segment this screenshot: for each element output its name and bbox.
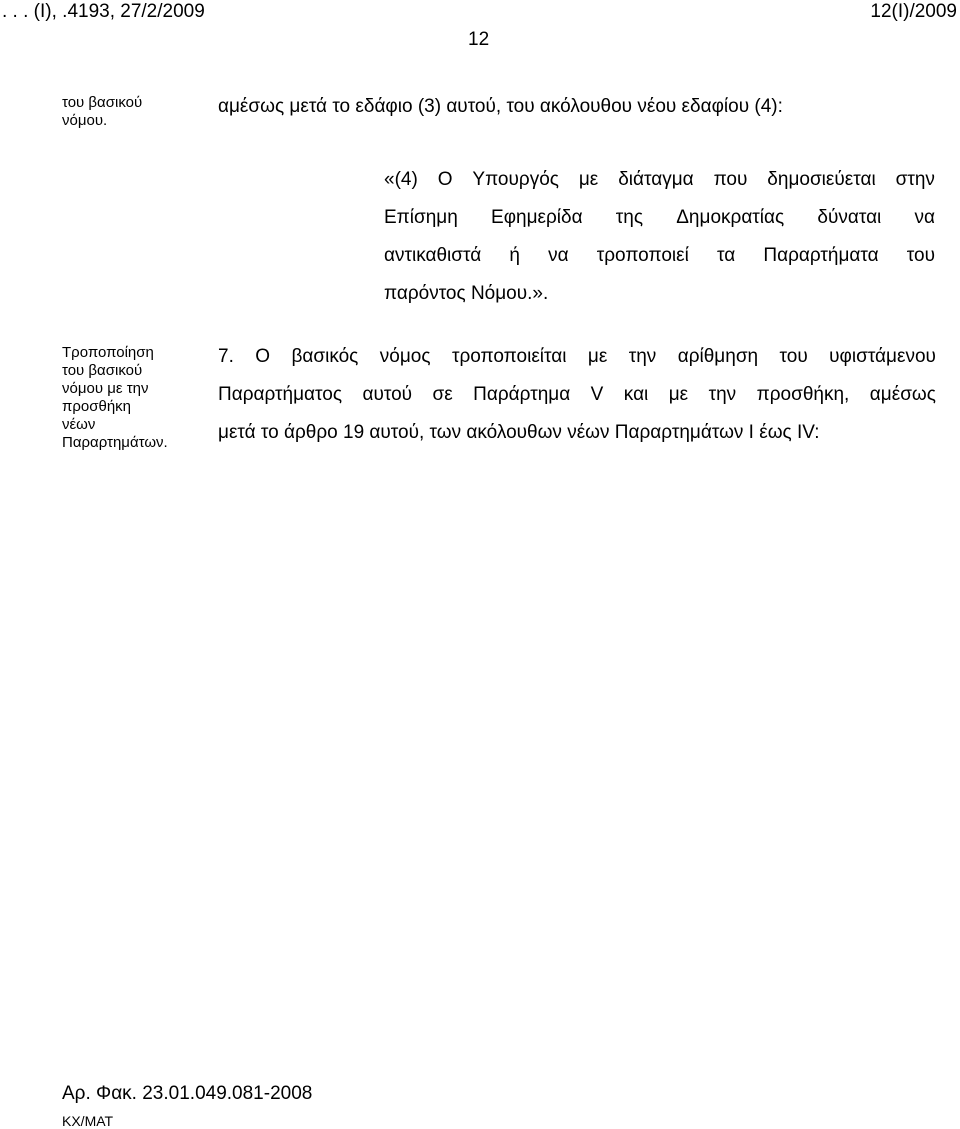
word: τα [716,245,736,266]
word: τροποποιεί [596,245,689,266]
word: Ο [255,346,271,367]
word: με [587,346,608,367]
quote-line: παρόντος Νόμου.». [384,283,549,304]
word: σε [432,384,453,405]
word: ή [509,245,520,266]
author-initials: ΚΧ/ΜΑΤ [62,1113,114,1129]
word: νόμος [379,346,431,367]
word: δημοσιεύεται [767,169,876,190]
margin-note-line: νέων [62,416,96,433]
word: υφιστάμενου [829,346,936,367]
word: με [668,384,689,405]
word: Παράρτημα [473,384,571,405]
header-left-reference: . . . (Ι), .4193, 27/2/2009 [2,1,205,22]
word: Υπουργός [472,169,559,190]
word: αντικαθιστά [384,245,482,266]
margin-note-line: Παραρτημάτων. [62,434,168,451]
word: «(4) [384,169,418,190]
word: να [914,207,935,228]
word: που [713,169,748,190]
word: Δημοκρατίας [676,207,785,228]
word: V [590,384,604,405]
word: αυτού [362,384,413,405]
word: Επίσημη [384,207,458,228]
word: της [615,207,644,228]
word: βασικός [291,346,359,367]
margin-note-basic-law [62,94,202,130]
quote-line [384,246,935,266]
word: στην [895,169,935,190]
word: να [548,245,569,266]
word: αρίθμηση [677,346,759,367]
margin-note-line: νόμου. [62,112,108,129]
word: Ο [437,169,453,190]
word: αμέσως [869,384,936,405]
word: την [708,384,737,405]
word: προσθήκη, [756,384,850,405]
margin-note-line: Τροποποίηση [62,344,154,361]
word: Παραρτήματα [763,245,879,266]
margin-note-line: του βασικού [62,94,143,111]
quote-line [384,208,935,228]
margin-note-amendment [62,344,202,452]
section-7-line: μετά το άρθρο 19 αυτού, των ακόλουθων νέων Παραρτημάτων I έως IV: [218,422,820,443]
word: με [578,169,599,190]
header-law-number: 12(Ι)/2009 [870,1,957,22]
word: Εφημερίδα [491,207,583,228]
word: δύναται [817,207,882,228]
margin-note-line: νόμου με την [62,380,149,397]
word: του [779,346,808,367]
word: διάταγμα [618,169,694,190]
margin-note-line: του βασικού [62,362,143,379]
word: του [906,245,935,266]
word: την [628,346,657,367]
file-reference-number: Αρ. Φακ. 23.01.049.081-2008 [62,1083,313,1104]
word: 7. [218,346,234,367]
word: Παραρτήματος [218,384,343,405]
margin-note-line: προσθήκη [62,398,132,415]
section-7-line [218,347,936,367]
word: τροποποιείται [451,346,567,367]
section-7-line [218,385,936,405]
page-number: 12 [468,29,490,50]
quote-line [384,170,935,190]
intro-line: αμέσως μετά το εδάφιο (3) αυτού, του ακόλουθου νέου εδαφίου (4): [218,96,783,117]
word: και [623,384,649,405]
